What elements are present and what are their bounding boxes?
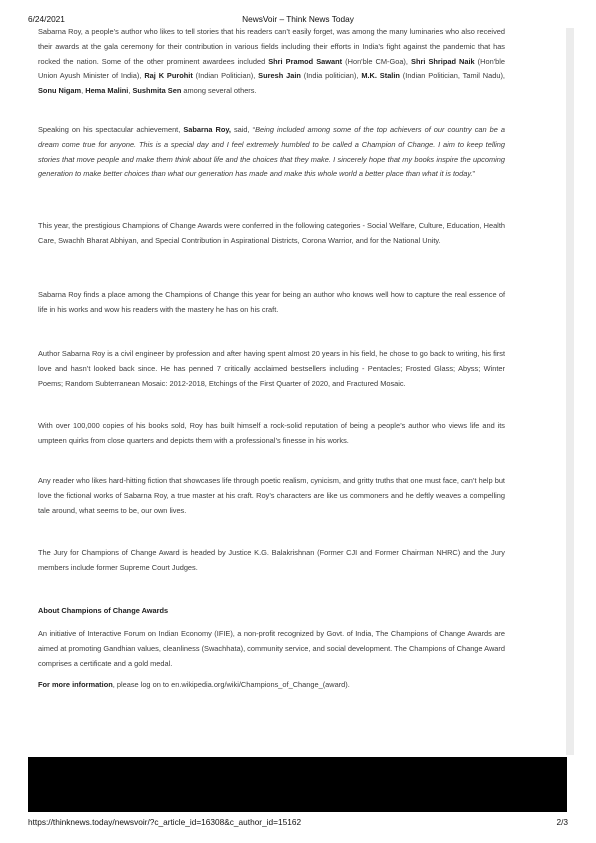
wikipedia-link[interactable]: en.wikipedia.org/wiki/Champions_of_Change_(award) [171,680,348,689]
paragraph-awardees: Sabarna Roy, a people’s author who likes to tell stories that his readers can’t easily forget, was among the many luminaries who also received their awards at the gala ceremony for their contribution in various fields including their efforts in India’s fight against the pandemic that has rocked the nation. Some of the other prominent awardees included Shri Pramod Sawant (Hon'ble CM-Goa), Shri Shripad Naik (Hon'ble Union Ayush Minister of India), Raj K Purohit (Indian Politician), Suresh Jain (India politician), M.K. Stalin (Indian Politician, Tamil Nadu), Sonu Nigam, Hema Malini, Sushmita Sen among several others. [38,27,505,96]
paragraph-categories: This year, the prestigious Champions of Change Awards were conferred in the following categories - Social Welfare, Culture, Education, Health Care, Swachh Bharat Abhiyan, and Special Contribution in Aspirational Districts, Corona Warrior, and for the National Unity. [38,221,505,245]
awardee-name: Shri Pramod Sawant [268,56,343,66]
print-footer [28,817,568,829]
page-number: 2/3 [556,817,568,827]
author-name: Sabarna Roy, [183,125,231,134]
paragraph-fiction: Any reader who likes hard-hitting fiction that showcases life through poetic realism, cynicism, and gritty truths that one must face, can’t help but love the fictional works of Sabarna Roy, a true master at his craft. Roy’s characters are like us commoners and he deftly weaves a compelling tale around, what seems to be, our own lives. [38,476,505,515]
paragraph-quote: Speaking on his spectacular achievement, Sabarna Roy, said, “Being included among some of the top achievers of our country can be a dream come true for anyone. This is a special day and I feel extremely humbled to be called a Champion of Change. I aim to keep telling stories that move people and make them think about life and the choices that they make. I sincerely hope that my books inspire the upcoming generation to make better choices than what our generation has made and make this whole world a better place than what it is today.” [38,125,506,179]
paragraph-about: An initiative of Interactive Forum on Indian Economy (IFIE), a non-profit recognized by Govt. of India, The Champions of Change Awards are aimed at promoting Gandhian values, cleanliness (Swachhata), community service, and social development. The Champions of Change Award comprises a certificate and a gold medal. [38,629,505,668]
more-info-label: For more information [38,680,113,689]
paragraph-place: Sabarna Roy finds a place among the Champions of Change this year for being an author who knows well how to capture the real essence of life in his works and wow his readers with the mastery he has on his craft. [38,290,505,314]
awardee-name: Suresh Jain [258,71,301,81]
paragraph-career: Author Sabarna Roy is a civil engineer by profession and after having spent almost 20 years in his field, he chose to go back to writing, his first love and hasn’t looked back since. He has penned 7 critically acclaimed bestsellers including - Pentacles; Frosted Glass; Abyss; Winter Poems; Random Subterranean Mosaic: 2012-2018, Etchings of the First Quarter of 2020, and Fractured Mosaic. [38,349,505,388]
awardee-name: Hema Malini [85,86,129,96]
paragraph-sales: With over 100,000 copies of his books sold, Roy has built himself a rock-solid reputation of being a people’s author who views life and its umpteen quirks from close quarters and depicts them with a professional’s finesse in his works. [38,421,505,445]
author-quote: Being included among some of the top achievers of our country can be a dream come true for anyone. This is a special day and I feel extremely humbled to be called a Champion of Change. I aim to keep telling stories that move people and make them think about life and the choices that they make. I sincerely hope that my books inspire the upcoming generation to make better choices than what our generation has made and make this whole world a better place than what it is today. [38,125,506,179]
paragraph-jury: The Jury for Champions of Change Award is headed by Justice K.G. Balakrishnan (Former CJI and Former Chairman NHRC) and the Jury members include former Supreme Court Judges. [38,548,505,572]
awardee-name: Sonu Nigam [38,86,82,96]
media-placeholder [28,757,567,812]
awardee-name: M.K. Stalin [361,71,400,81]
site-title: NewsVoir – Think News Today [242,14,354,24]
paragraph-more-info: For more information, please log on to en.wikipedia.org/wiki/Champions_of_Change_(award). [38,680,350,689]
print-date: 6/24/2021 [28,14,65,24]
awardee-name: Sushmita Sen [132,86,182,96]
awardee-name: Raj K Purohit [144,71,193,81]
page-url: https://thinknews.today/newsvoir/?c_article_id=16308&c_author_id=15162 [28,817,302,827]
scrollbar-track[interactable] [566,28,574,755]
awardee-name: Shri Shripad Naik [411,56,475,66]
about-heading: About Champions of Change Awards [38,606,169,615]
